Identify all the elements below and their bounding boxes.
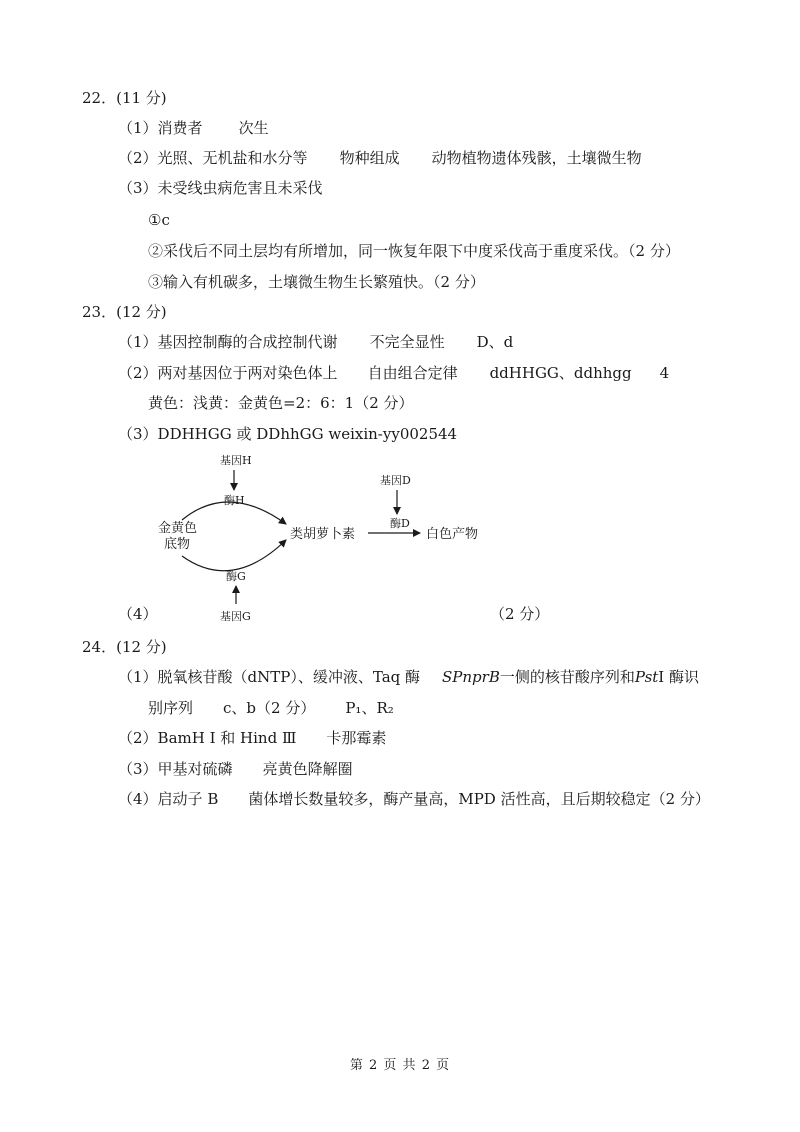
gene-g-label: 基因G [220, 610, 251, 623]
q24-p1-a: 脱氧核苷酸（dNTP）、缓冲液、Taq 酶 [157, 668, 421, 686]
q24-p2-b: 卡那霉素 [326, 729, 387, 747]
q24-p1-cont-a: 别序列 [148, 699, 194, 717]
q22-p2-a: 光照、无机盐和水分等 [157, 149, 308, 167]
q24-part2 [118, 728, 386, 748]
q23-part3 [118, 424, 457, 444]
substrate-label-1: 金黄色 [158, 521, 198, 536]
q23-part1 [118, 332, 513, 352]
q22-p3-a: 未受线虫病危害且未采伐 [157, 179, 323, 197]
q22-p3-iii: ③输入有机碳多，土壤微生物生长繁殖快。（2 分） [148, 273, 485, 291]
q24-part1 [118, 667, 699, 687]
q24-p1-c: I 酶识 [658, 668, 699, 686]
q22-p1-a: 消费者 [157, 119, 203, 137]
q24-heading: 24．(12 分) [82, 638, 167, 656]
gene-h-label: 基因H [220, 454, 252, 467]
q22-p3-ii: ②采伐后不同土层均有所增加，同一恢复年限下中度采伐高于重度采伐。（2 分） [148, 242, 680, 260]
page-footer: 第 2 页 共 2 页 [349, 1058, 451, 1073]
q23-p2-c: ddHHGG、ddhhgg [489, 364, 632, 382]
q24-p4-a: 启动子 B [157, 790, 219, 808]
q24-part4 [118, 789, 710, 809]
product-label: 白色产物 [426, 527, 479, 542]
q23-p4-score: （2 分） [490, 605, 550, 623]
q24-p1-cont-c: P₁、R₂ [345, 699, 394, 717]
enzyme-h-label: 酶H [224, 494, 245, 507]
q24-p3-a: 甲基对硫磷 [157, 760, 233, 778]
gene-d-label: 基因D [380, 474, 411, 487]
q24-p1-cont [148, 698, 394, 718]
substrate-label-2: 底物 [164, 537, 191, 552]
q22-part2 [118, 148, 642, 168]
q22-part3 [118, 178, 323, 198]
q24-p3-num: （3） [118, 760, 158, 778]
q23-p3-num: （3） [118, 425, 158, 443]
q24-p1-c-italic: Pst [634, 668, 659, 686]
q23-p2-cont: 黄色：浅黄：金黄色=2：6：1（2 分） [148, 394, 414, 412]
q23-p1-b: 不完全显性 [369, 333, 445, 351]
q23-p2-d: 4 [659, 364, 670, 382]
q24-part3 [118, 759, 353, 779]
q23-p2-a: 两对基因位于两对染色体上 [157, 364, 338, 382]
q23-p1-a: 基因控制酶的合成控制代谢 [157, 333, 338, 351]
q24-p1-num: （1） [118, 668, 158, 686]
lower-curve-arrow [182, 540, 286, 571]
q23-part2 [118, 363, 669, 383]
q23-p4-num: （4） [118, 605, 158, 623]
q22-p3-i: ①c [148, 211, 170, 229]
q23-heading: 23．(12 分) [82, 303, 167, 321]
enzyme-d-label: 酶D [390, 517, 410, 530]
q22-p2-num: （2） [118, 149, 158, 167]
q23-p2-num: （2） [118, 364, 158, 382]
q24-p4-num: （4） [118, 790, 158, 808]
enzyme-g-label: 酶G [226, 570, 246, 583]
q24-p4-b: 菌体增长数量较多，酶产量高，MPD 活性高，且后期较稳定（2 分） [248, 790, 710, 808]
q24-p3-b: 亮黄色降解圈 [262, 760, 353, 778]
q23-p3-a: DDHHGG 或 DDhhGG weixin-yy002544 [157, 425, 458, 443]
q22-p2-b: 物种组成 [339, 149, 400, 167]
q24-p2-a: BamH I 和 Hind Ⅲ [157, 729, 297, 747]
q23-p1-c: D、d [476, 333, 514, 351]
q24-p2-num: （2） [118, 729, 158, 747]
q22-p2-c: 动物植物遗体残骸，土壤微生物 [431, 149, 642, 167]
q24-p1-cont-b: c、b（2 分） [223, 699, 316, 717]
q22-p3-num: （3） [118, 179, 158, 197]
q24-p1-b: 一侧的核苷酸序列和 [499, 668, 635, 686]
q23-p2-b: 自由组合定律 [367, 364, 458, 382]
q22-p1-num: （1） [118, 119, 158, 137]
q22-heading: 22．(11 分) [82, 89, 167, 107]
q24-p1-b-italic: SPnprB [442, 668, 500, 686]
q22-part1 [118, 118, 269, 138]
carotenoid-label: 类胡萝卜素 [290, 527, 356, 542]
q23-p1-num: （1） [118, 333, 158, 351]
q22-p1-b: 次生 [238, 119, 269, 137]
pathway-diagram [150, 444, 510, 634]
